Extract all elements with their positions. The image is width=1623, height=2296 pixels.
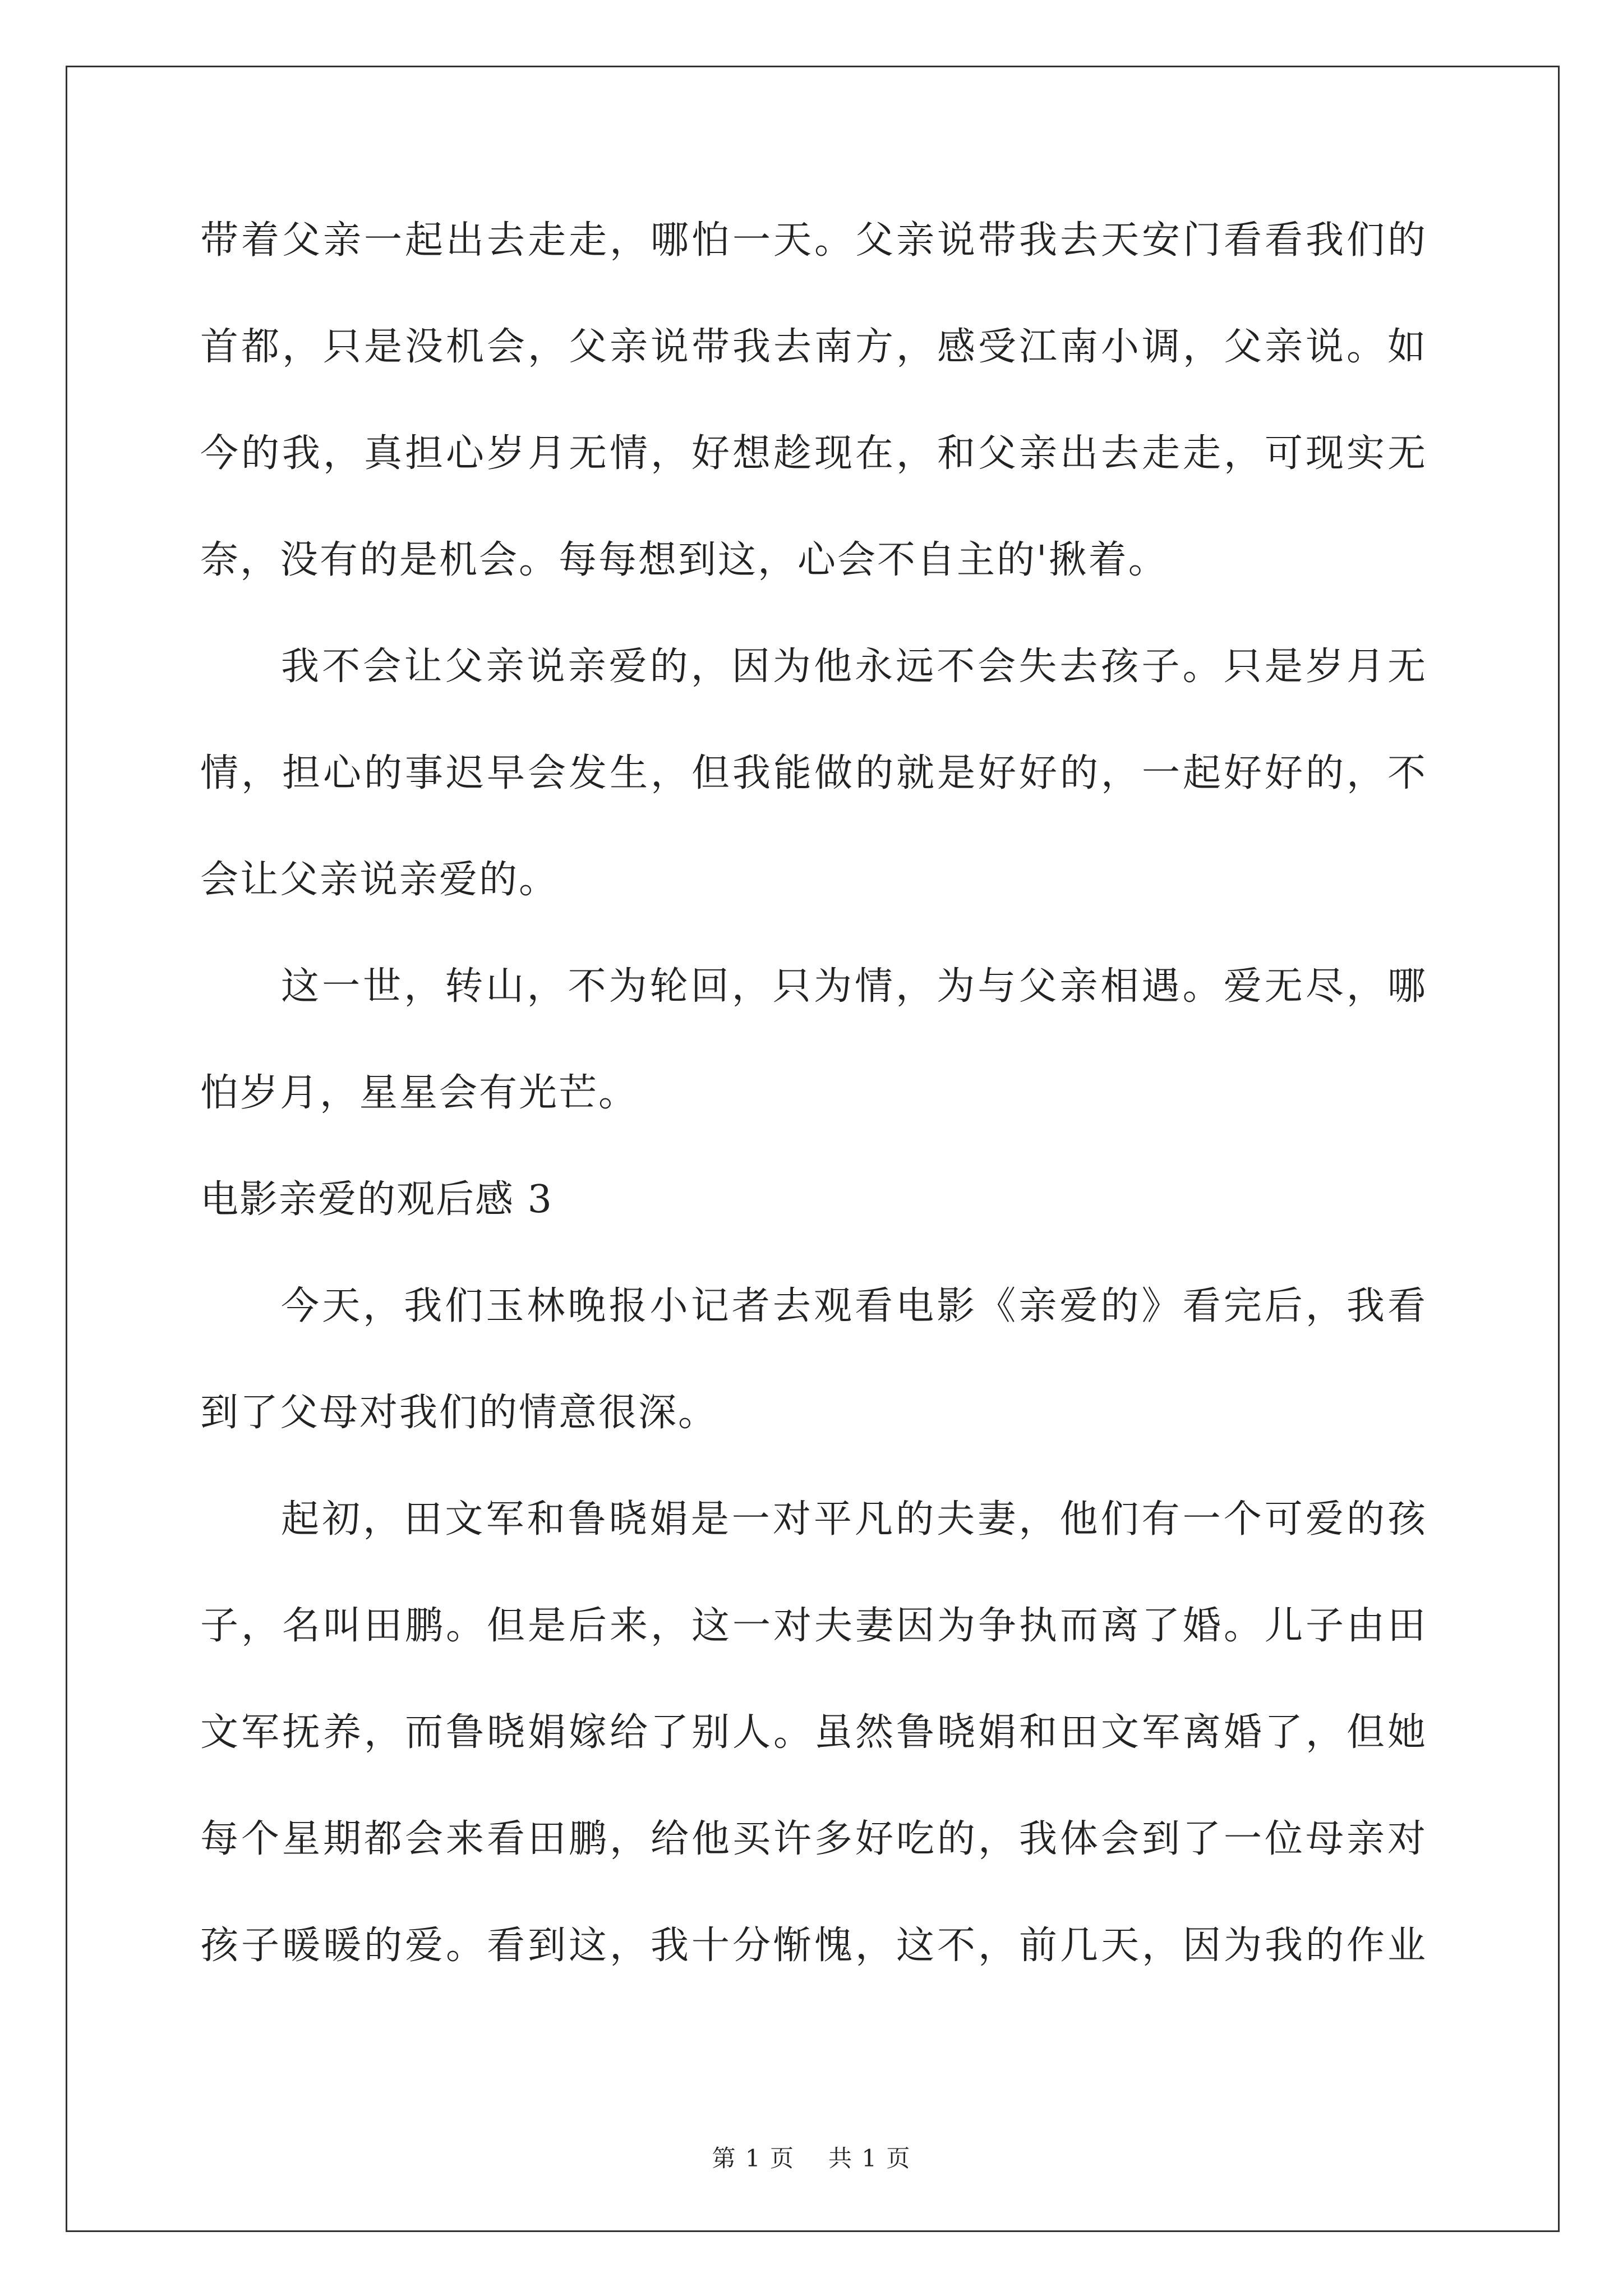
text-line: 会让父亲说亲爱的。 bbox=[200, 858, 559, 902]
text-line: 首都，只是没机会，父亲说带我去南方，感受江南小调，父亲说。如 bbox=[200, 325, 1427, 369]
text-line: 奈，没有的是机会。每每想到这，心会不自主的'揪着。 bbox=[200, 538, 1168, 582]
page-number-current: 第 1 页 bbox=[712, 2145, 795, 2172]
document-body bbox=[200, 218, 1427, 2033]
text-line: 怕岁月，星星会有光芒。 bbox=[200, 1071, 639, 1115]
page-number-total: 共 1 页 bbox=[828, 2145, 911, 2172]
paragraph-start-line: 起初，田文军和鲁晓娟是一对平凡的夫妻，他们有一个可爱的孩 bbox=[281, 1497, 1427, 1542]
text-line: 情，担心的事迟早会发生，但我能做的就是好好的，一起好好的，不 bbox=[200, 751, 1427, 795]
text-line: 到了父母对我们的情意很深。 bbox=[200, 1391, 718, 1435]
text-line: 今的我，真担心岁月无情，好想趁现在，和父亲出去走走，可现实无 bbox=[200, 431, 1427, 476]
text-line: 孩子暖暖的爱。看到这，我十分惭愧，这不，前几天，因为我的作业 bbox=[200, 1924, 1427, 1968]
text-line: 子，名叫田鹏。但是后来，这一对夫妻因为争执而离了婚。儿子由田 bbox=[200, 1604, 1427, 1648]
page-footer bbox=[0, 2140, 1623, 2174]
text-line: 文军抚养，而鲁晓娟嫁给了别人。虽然鲁晓娟和田文军离婚了，但她 bbox=[200, 1710, 1427, 1755]
text-line: 带着父亲一起出去走走，哪怕一天。父亲说带我去天安门看看我们的 bbox=[200, 218, 1427, 263]
section-heading: 电影亲爱的观后感 3 bbox=[200, 1177, 553, 1222]
paragraph-start-line: 我不会让父亲说亲爱的，因为他永远不会失去孩子。只是岁月无 bbox=[281, 645, 1427, 689]
paragraph-start-line: 今天，我们玉林晚报小记者去观看电影《亲爱的》看完后，我看 bbox=[281, 1284, 1427, 1328]
paragraph-start-line: 这一世，转山，不为轮回，只为情，为与父亲相遇。爱无尽，哪 bbox=[281, 964, 1427, 1009]
text-line: 每个星期都会来看田鹏，给他买许多好吃的，我体会到了一位母亲对 bbox=[200, 1817, 1427, 1861]
